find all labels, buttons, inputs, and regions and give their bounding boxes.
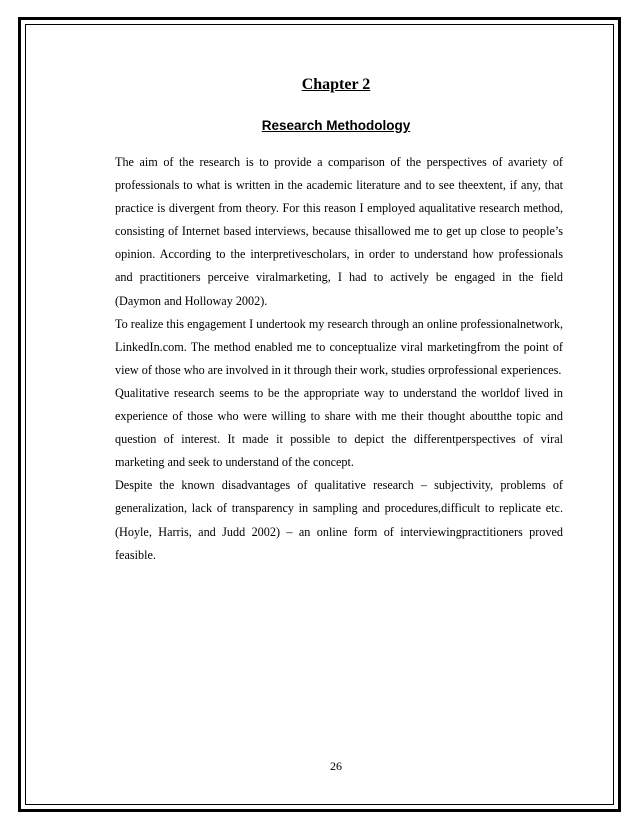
page-number: 26	[330, 759, 342, 773]
paragraph-3: Qualitative research seems to be the appropriate way to understand the worldof lived in experience of those who were willing to share with me their thought aboutthe topic and question of interest. It made it possible to depict the differentperspectives of viral marketing and seek to understand of the concept.	[115, 385, 563, 470]
section-title: Research Methodology	[261, 118, 411, 133]
paragraph-2: To realize this engagement I undertook my research through an online professionalnetwork, LinkedIn.com. The method enabled me to conceptualize viral marketingfrom the point of view of those who are involved in it through their work, studies orprofessional experiences.	[115, 316, 563, 377]
paragraph-1: The aim of the research is to provide a comparison of the perspectives of avariety of professionals to what is written in the academic literature and to see theextent, if any, that practice is divergent from theory. For this reason I employed aqualitative research method, consisting of Internet based interviews, because thisallowed me to get up close to people’s opinion. According to the interpretivescholars, in order to understand how professionals and practitioners perceive viralmarketing, I had to actively be engaged in the field (Daymon and Holloway 2002).	[115, 155, 563, 308]
paragraph-4: Despite the known disadvantages of qualitative research – subjectivity, problems of generalization, lack of transparency in sampling and procedures,difficult to replicate etc. (Hoyle, Harris, and Judd 2002) – an online form of interviewingpractitioners proved feasible.	[115, 478, 563, 562]
chapter-title: Chapter 2	[301, 76, 371, 93]
body-text	[115, 151, 563, 567]
